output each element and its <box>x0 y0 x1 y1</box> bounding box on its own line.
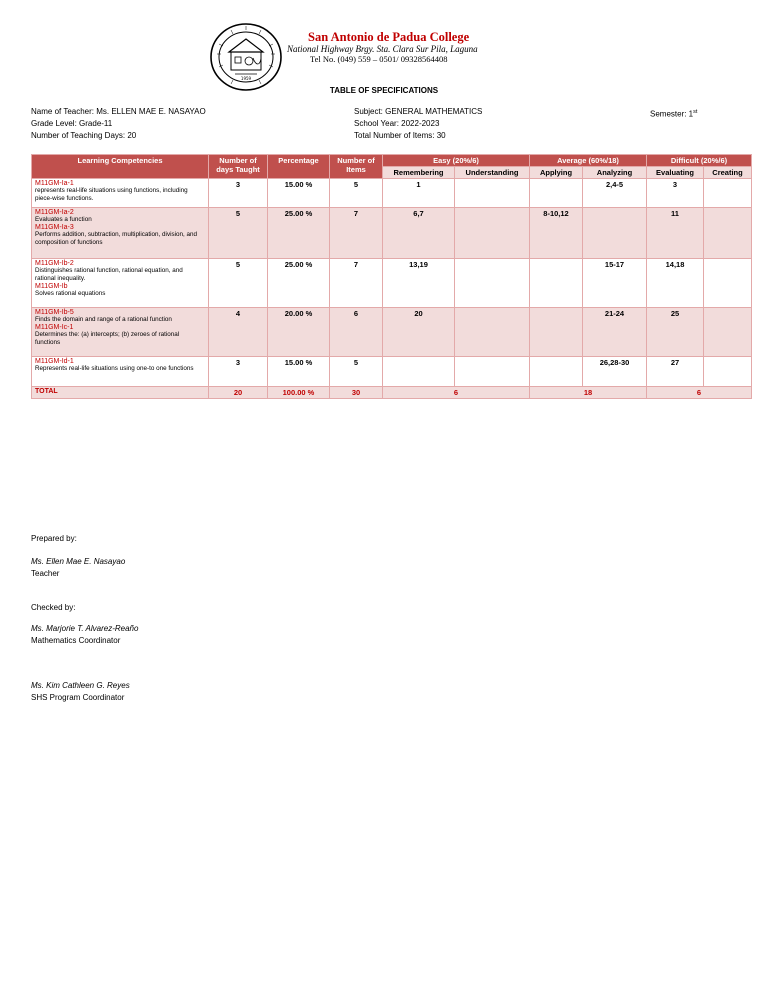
document-title: TABLE OF SPECIFICATIONS <box>329 86 439 95</box>
competency-code: M11GM-Ib-5 <box>35 309 74 316</box>
competency-code: M11GM-Ia-3 <box>35 224 74 231</box>
total-items: 30 <box>330 387 383 399</box>
percentage-cell: 25.00 % <box>268 208 330 259</box>
prepared-by-role: Teacher <box>31 569 60 578</box>
competency-text: Distinguishes rational function, rational equation, and rational inequality. <box>35 267 183 282</box>
days-cell: 5 <box>209 208 268 259</box>
header-difficult: Difficult (20%/6) <box>647 155 752 167</box>
header-remembering: Remembering <box>383 167 455 179</box>
header-analyzing: Analyzing <box>583 167 647 179</box>
competency-text: Solves rational equations <box>35 290 106 297</box>
total-average: 18 <box>530 387 647 399</box>
checked-by-label: Checked by: <box>31 603 76 612</box>
creating-cell <box>704 179 752 208</box>
competency-code: M11GM-Ib <box>35 283 68 290</box>
items-cell: 5 <box>330 179 383 208</box>
understanding-cell <box>455 208 530 259</box>
competency-text: Represents real-life situations using one-to one functions <box>35 365 194 372</box>
percentage-cell: 25.00 % <box>268 259 330 308</box>
total-days: 20 <box>209 387 268 399</box>
approver-signatory <box>31 680 130 704</box>
header-evaluating: Evaluating <box>647 167 704 179</box>
subject: Subject: GENERAL MATHEMATICS <box>354 107 483 116</box>
analyzing-cell: 2,4-5 <box>583 179 647 208</box>
competency-code: M11GM-Ic-1 <box>35 324 74 331</box>
creating-cell <box>704 259 752 308</box>
total-percentage: 100.00 % <box>268 387 330 399</box>
total-label: TOTAL <box>32 387 209 399</box>
table-row <box>32 308 752 357</box>
checked-by-signatory <box>31 623 138 647</box>
teacher-name: Name of Teacher: Ms. ELLEN MAE E. NASAYAO <box>31 107 206 116</box>
days-cell: 3 <box>209 357 268 387</box>
table-row <box>32 179 752 208</box>
competency-text: Finds the domain and range of a rational function <box>35 316 172 323</box>
header-understanding: Understanding <box>455 167 530 179</box>
college-seal-logo <box>209 22 283 92</box>
creating-cell <box>704 208 752 259</box>
competency-text: Determines the: (a) intercepts; (b) zeroes of rational functions <box>35 331 180 346</box>
subject-info-block <box>354 106 482 142</box>
understanding-cell <box>455 357 530 387</box>
analyzing-cell: 26,28-30 <box>583 357 647 387</box>
competency-code: M11GM-Ib-2 <box>35 260 74 267</box>
remembering-cell <box>383 357 455 387</box>
table-row <box>32 357 752 387</box>
creating-cell <box>704 308 752 357</box>
evaluating-cell: 27 <box>647 357 704 387</box>
semester-suffix: st <box>693 109 698 115</box>
days-cell: 3 <box>209 179 268 208</box>
applying-cell <box>530 357 583 387</box>
college-name: San Antonio de Padua College <box>308 30 470 44</box>
teaching-days: Number of Teaching Days: 20 <box>31 131 137 140</box>
understanding-cell <box>455 179 530 208</box>
prepared-by-name: Ms. Ellen Mae E. Nasayao <box>31 557 126 566</box>
applying-cell <box>530 308 583 357</box>
analyzing-cell <box>583 208 647 259</box>
competency-cell <box>32 357 209 387</box>
header-competencies: Learning Competencies <box>32 155 209 179</box>
applying-cell: 8-10,12 <box>530 208 583 259</box>
teacher-info-block <box>31 106 206 142</box>
analyzing-cell: 15-17 <box>583 259 647 308</box>
understanding-cell <box>455 308 530 357</box>
approver-role: SHS Program Coordinator <box>31 693 125 702</box>
evaluating-cell: 11 <box>647 208 704 259</box>
creating-cell <box>704 357 752 387</box>
competency-code: M11GM-Ia-1 <box>35 180 74 187</box>
table-row <box>32 259 752 308</box>
total-row <box>32 387 752 399</box>
checked-by-role: Mathematics Coordinator <box>31 636 121 645</box>
college-address: National Highway Brgy. Sta. Clara Sur Pila, Laguna <box>287 44 478 54</box>
items-cell: 6 <box>330 308 383 357</box>
college-telephone: Tel No. (049) 559 – 0501/ 09328564408 <box>310 54 448 64</box>
competency-cell <box>32 308 209 357</box>
checked-by-block <box>31 602 75 614</box>
total-difficult: 6 <box>647 387 752 399</box>
items-cell: 7 <box>330 259 383 308</box>
header-average: Average (60%/18) <box>530 155 647 167</box>
remembering-cell: 6,7 <box>383 208 455 259</box>
competency-text: represents real-life situations using functions, including piece-wise functions. <box>35 187 188 202</box>
evaluating-cell: 25 <box>647 308 704 357</box>
semester-label: Semester: 1 <box>650 109 694 119</box>
applying-cell <box>530 179 583 208</box>
checked-by-name: Ms. Marjorie T. Alvarez-Reaño <box>31 624 139 633</box>
prepared-by-signatory <box>31 556 125 580</box>
percentage-cell: 15.00 % <box>268 179 330 208</box>
grade-level: Grade Level: Grade-11 <box>31 119 113 128</box>
specifications-table <box>31 154 752 399</box>
total-easy: 6 <box>383 387 530 399</box>
competency-cell <box>32 208 209 259</box>
remembering-cell: 1 <box>383 179 455 208</box>
approver-name: Ms. Kim Cathleen G. Reyes <box>31 681 130 690</box>
days-cell: 4 <box>209 308 268 357</box>
competency-cell <box>32 179 209 208</box>
header-creating: Creating <box>704 167 752 179</box>
competency-text: Evaluates a function <box>35 216 92 223</box>
table-row <box>32 208 752 259</box>
applying-cell <box>530 259 583 308</box>
evaluating-cell: 3 <box>647 179 704 208</box>
header-easy: Easy (20%/6) <box>383 155 530 167</box>
header-applying: Applying <box>530 167 583 179</box>
percentage-cell: 20.00 % <box>268 308 330 357</box>
header-days: Number of days Taught <box>209 155 268 179</box>
items-cell: 5 <box>330 357 383 387</box>
remembering-cell: 13,19 <box>383 259 455 308</box>
competency-code: M11GM-Ia-2 <box>35 209 74 216</box>
days-cell: 5 <box>209 259 268 308</box>
prepared-by-label: Prepared by: <box>31 534 77 543</box>
header-percentage: Percentage <box>268 155 330 179</box>
total-items: Total Number of Items: 30 <box>354 131 446 140</box>
header-items: Number of Items <box>330 155 383 179</box>
svg-text:1959: 1959 <box>240 76 252 81</box>
competency-cell <box>32 259 209 308</box>
table-header-row <box>32 155 752 167</box>
competency-code: M11GM-Id-1 <box>35 358 74 365</box>
analyzing-cell: 21-24 <box>583 308 647 357</box>
remembering-cell: 20 <box>383 308 455 357</box>
semester <box>650 106 697 121</box>
percentage-cell: 15.00 % <box>268 357 330 387</box>
understanding-cell <box>455 259 530 308</box>
school-year: School Year: 2022-2023 <box>354 119 440 128</box>
competency-text: Performs addition, subtraction, multiplication, division, and composition of functions <box>35 231 198 246</box>
items-cell: 7 <box>330 208 383 259</box>
prepared-by-block <box>31 533 77 545</box>
evaluating-cell: 14,18 <box>647 259 704 308</box>
